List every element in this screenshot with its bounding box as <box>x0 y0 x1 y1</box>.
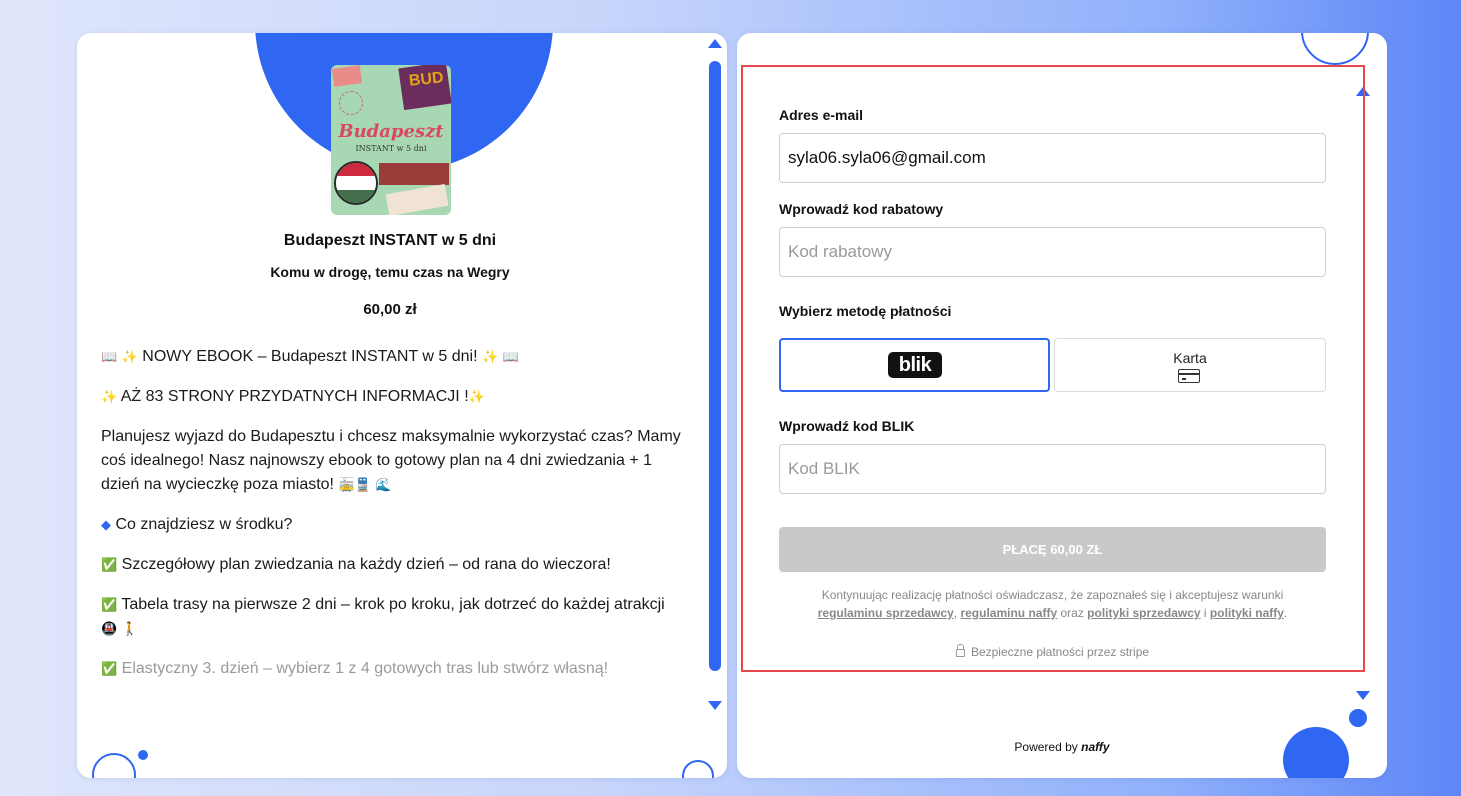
description-line <box>101 425 681 497</box>
description-text: Planujesz wyjazd do Budapesztu i chcesz maksymalnie wykorzystać czas? Mamy coś idealnego! Nasz najnowszy ebook to gotowy plan na 4 dni zwiedzania + 1 dzień na wycieczkę poza miasto! <box>101 428 681 493</box>
description-text: Co znajdziesz w środku? <box>115 516 293 533</box>
description-text: NOWY EBOOK – Budapeszt INSTANT w 5 dni! <box>142 348 478 365</box>
naffy-policy-link[interactable]: polityki naffy <box>1209 606 1284 620</box>
decorative-dot <box>138 750 148 760</box>
train-icon: 🚋 <box>338 477 355 492</box>
description-text: AŻ 83 STRONY PRZYDATNYCH INFORMACJI ! <box>120 388 469 405</box>
sparkles-icon: ✨ <box>101 389 118 404</box>
powered-by <box>737 740 1387 754</box>
scroll-down-arrow[interactable] <box>1356 691 1370 700</box>
email-field[interactable] <box>779 133 1326 183</box>
terms-separator: oraz <box>1060 606 1084 620</box>
blue-diamond-icon: ◆ <box>101 517 111 532</box>
product-cover-image <box>331 65 451 215</box>
check-mark-icon: ✅ <box>101 597 118 612</box>
blik-logo <box>888 352 942 378</box>
discount-code-input[interactable] <box>779 227 1326 277</box>
payment-method-label: Wybierz metodę płatności <box>779 303 952 319</box>
train-icon: 🚆 <box>354 477 371 492</box>
scrollbar-thumb[interactable] <box>709 61 721 671</box>
decorative-ring <box>92 753 136 778</box>
terms-end: . <box>1283 606 1288 620</box>
scroll-down-arrow[interactable] <box>708 701 722 710</box>
payment-form <box>741 65 1365 672</box>
product-price: 60,00 zł <box>363 301 417 318</box>
scroll-up-arrow[interactable] <box>708 39 722 48</box>
description-line <box>101 385 681 409</box>
description-text: Szczegółowy plan zwiedzania na każdy dzień – od rana do wieczora! <box>121 556 611 573</box>
payment-method-card[interactable] <box>1054 338 1326 392</box>
product-description <box>101 345 681 715</box>
book-icon: 📖 <box>101 349 118 364</box>
book-icon: 📖 <box>502 349 519 364</box>
sparkles-icon: ✨ <box>481 349 499 364</box>
description-line <box>101 345 681 369</box>
secure-text: Bezpieczne płatności przez stripe <box>970 645 1150 659</box>
blik-logo-text: blik <box>898 354 932 376</box>
secure-payments-note <box>779 645 1326 659</box>
card-icon <box>1178 369 1200 383</box>
product-subtitle: Komu w drogę, temu czas na Wegry <box>270 264 510 280</box>
cover-bud-text: BUD <box>408 69 445 90</box>
powered-prefix: Powered by <box>1014 740 1078 754</box>
decorative-ring <box>682 760 714 778</box>
terms-prefix: Kontynuując realizację płatności oświadczasz, że zapoznałeś się i akceptujesz warunki <box>821 588 1284 602</box>
seller-terms-link[interactable]: regulaminu sprzedawcy <box>817 606 954 620</box>
walker-icon: 🚶 <box>121 621 138 636</box>
naffy-logo[interactable]: naffy <box>1081 740 1110 754</box>
decorative-ring <box>1301 33 1369 65</box>
product-panel <box>77 33 727 778</box>
terms-text <box>779 586 1326 622</box>
terms-separator: , <box>953 606 958 620</box>
check-mark-icon: ✅ <box>101 557 118 572</box>
decorative-dot <box>1349 709 1367 727</box>
seller-policy-link[interactable]: polityki sprzedawcy <box>1087 606 1201 620</box>
lock-icon <box>956 649 965 657</box>
description-line <box>101 657 681 681</box>
description-line <box>101 593 681 641</box>
sparkles-icon: ✨ <box>468 389 485 404</box>
card-method-label: Karta <box>1173 350 1207 366</box>
product-title: Budapeszt INSTANT w 5 dni <box>283 232 497 249</box>
train-icon: 🚇 <box>101 621 118 636</box>
wave-icon: 🌊 <box>375 477 392 492</box>
description-line <box>101 513 681 537</box>
email-label: Adres e-mail <box>779 107 864 123</box>
blik-code-input[interactable] <box>779 444 1326 494</box>
naffy-terms-link[interactable]: regulaminu naffy <box>960 606 1058 620</box>
blik-code-label: Wprowadź kod BLIK <box>779 418 915 434</box>
discount-label: Wprowadź kod rabatowy <box>779 201 944 217</box>
hungary-flag-icon <box>334 161 378 205</box>
check-mark-icon: ✅ <box>101 661 118 676</box>
cover-title-text: Budapeszt <box>338 121 444 142</box>
checkout-panel <box>737 33 1387 778</box>
cover-subtitle-text: INSTANT w 5 dni <box>355 144 427 153</box>
description-line <box>101 553 681 577</box>
terms-separator: i <box>1203 606 1207 620</box>
description-text: Tabela trasy na pierwsze 2 dni – krok po kroku, jak dotrzeć do każdej atrakcji <box>121 596 665 613</box>
payment-method-blik[interactable] <box>779 338 1050 392</box>
description-text: Elastyczny 3. dzień – wybierz 1 z 4 gotowych tras lub stwórz własną! <box>121 660 609 677</box>
pay-button[interactable]: PŁACĘ 60,00 ZŁ <box>779 527 1326 572</box>
sparkles-icon: ✨ <box>121 349 138 364</box>
